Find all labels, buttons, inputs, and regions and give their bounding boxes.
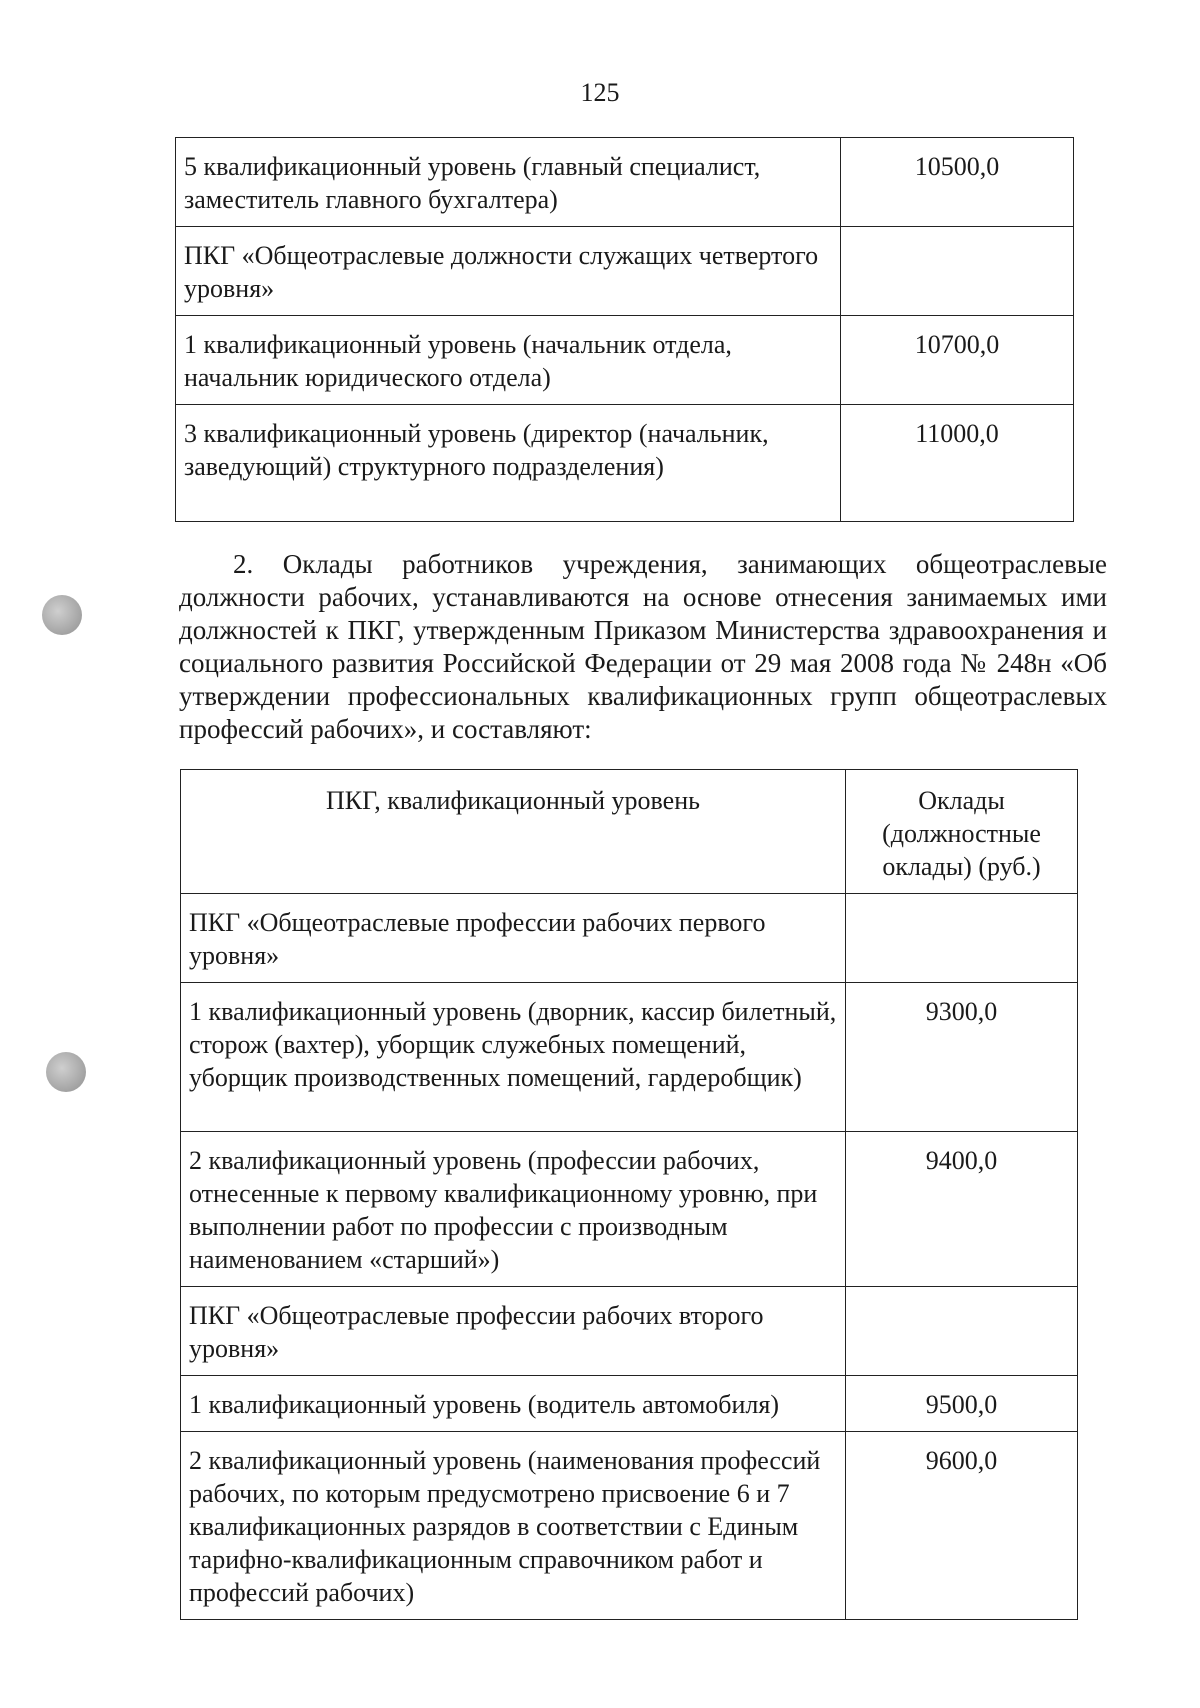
table-cell-salary: [846, 1287, 1078, 1376]
table-cell-level: 2 квалификационный уровень (профессии рабочих, отнесенные к первому квалификационному уровню, при выполнении работ по профессии с производным наименованием «старший»): [181, 1132, 846, 1287]
table-cell-level: 1 квалификационный уровень (дворник, кассир билетный, сторож (вахтер), уборщик служебных помещений, уборщик производственных помещений, гардеробщик): [181, 983, 846, 1132]
table-cell-level: 2 квалификационный уровень (наименования профессий рабочих, по которым предусмотрено присвоение 6 и 7 квалификационных разрядов в соответствии с Единым тарифно-квалификационным справочником работ и профессий рабочих): [181, 1432, 846, 1620]
table-row: [181, 983, 1078, 1132]
table-row: [176, 138, 1074, 227]
punch-hole: [42, 595, 82, 635]
page-number: 125: [580, 78, 620, 107]
table-cell-salary: [841, 227, 1074, 316]
table-row: [181, 894, 1078, 983]
table-header-row: [181, 770, 1078, 894]
table-cell-group: ПКГ «Общеотраслевые профессии рабочих первого уровня»: [181, 894, 846, 983]
table-cell-salary: 9400,0: [846, 1132, 1078, 1287]
table-cell-salary: 9500,0: [846, 1376, 1078, 1432]
table-cell-salary: 11000,0: [841, 405, 1074, 522]
table-row: [181, 1376, 1078, 1432]
salary-table-employees: [175, 137, 1074, 522]
table-cell-salary: 9600,0: [846, 1432, 1078, 1620]
table-cell-salary: 10500,0: [841, 138, 1074, 227]
salary-table-workers: [180, 769, 1078, 1620]
table-cell-group: ПКГ «Общеотраслевые профессии рабочих второго уровня»: [181, 1287, 846, 1376]
table-row: [176, 316, 1074, 405]
table-cell-level: 1 квалификационный уровень (водитель автомобиля): [181, 1376, 846, 1432]
table-cell-salary: 9300,0: [846, 983, 1078, 1132]
table-cell-salary: 10700,0: [841, 316, 1074, 405]
table-cell-level: 1 квалификационный уровень (начальник отдела, начальник юридического отдела): [176, 316, 841, 405]
table-cell-salary: [846, 894, 1078, 983]
table-cell-level: 5 квалификационный уровень (главный специалист, заместитель главного бухгалтера): [176, 138, 841, 227]
table-row: [181, 1132, 1078, 1287]
table-row: [181, 1432, 1078, 1620]
body-paragraph: 2. Оклады работников учреждения, занимающих общеотраслевые должности рабочих, устанавливаются на основе отнесения занимаемых ими должностей к ПКГ, утвержденным Приказом Министерства здравоохранения и социального развития Российской Федерации от 29 мая 2008 года № 248н «Об утверждении профессиональных квалификационных групп общеотраслевых профессий рабочих», и составляют:: [179, 549, 1107, 744]
table-row: [181, 1287, 1078, 1376]
punch-hole: [46, 1052, 86, 1092]
table-cell-level: 3 квалификационный уровень (директор (начальник, заведующий) структурного подразделения): [176, 405, 841, 522]
column-header-salary: Оклады (должностные оклады) (руб.): [846, 770, 1078, 894]
table-row: [176, 405, 1074, 522]
table-row: [176, 227, 1074, 316]
column-header-level: ПКГ, квалификационный уровень: [181, 770, 846, 894]
table-cell-group: ПКГ «Общеотраслевые должности служащих четвертого уровня»: [176, 227, 841, 316]
